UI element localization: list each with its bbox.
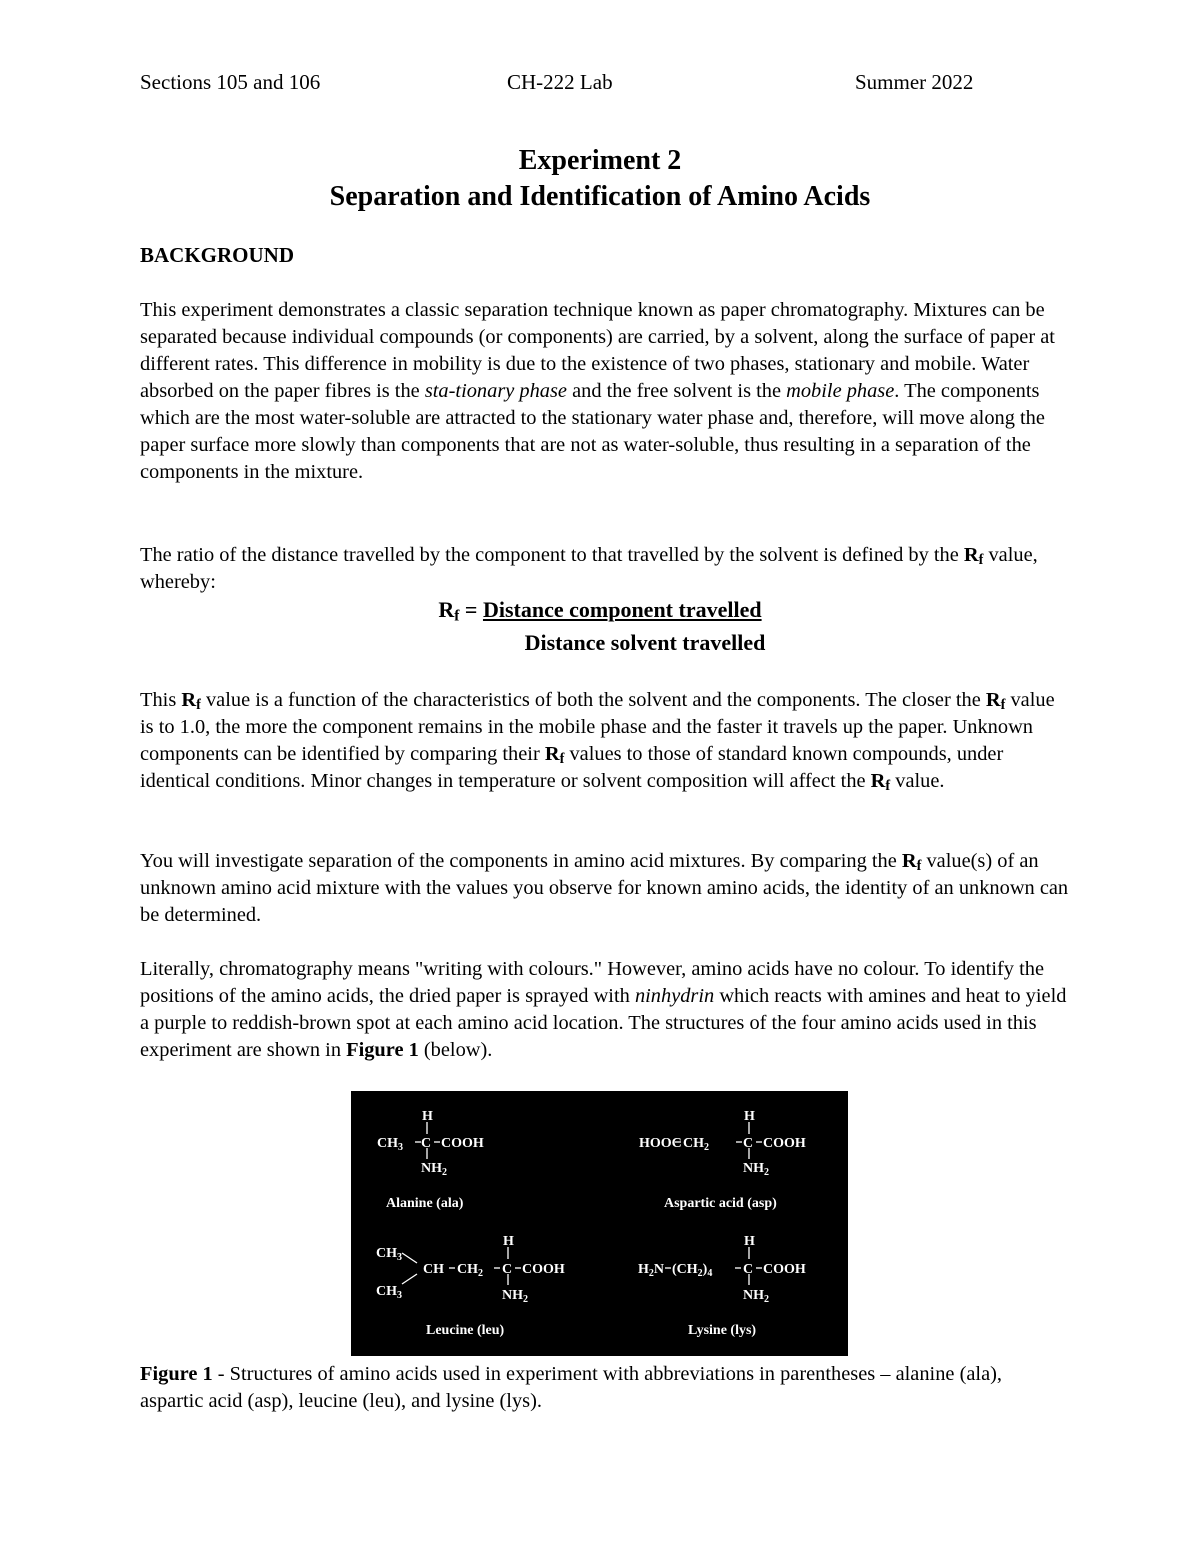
ninhydrin-term: ninhydrin bbox=[634, 985, 715, 1007]
header-center: CH-222 Lab bbox=[507, 70, 613, 94]
p2-text-a: The ratio of the distance travelled by the component to that travelled by the solvent is defined by the bbox=[140, 544, 964, 566]
svg-text:CH3: $CH_3$ bbox=[377, 1136, 403, 1153]
svg-text:CH: CH bbox=[423, 1262, 444, 1277]
svg-text:C: C bbox=[743, 1262, 754, 1277]
figure-reference: Figure 1 bbox=[346, 1039, 419, 1061]
aspartic-acid-label: Aspartic acid (asp) bbox=[664, 1196, 777, 1211]
paragraph-ninhydrin: Literally, chromatography means "writing with colours." However, amino acids have no colour. To identify the positions of the amino acids, the dried paper is sprayed with ninhydrin which reacts with amines and heat to yield a purple to reddish-brown spot at each amino acid location. The structures of the four amino acids used in this experiment are shown in Figure 1 (below). bbox=[140, 958, 1067, 1061]
svg-text:H: H bbox=[744, 1109, 755, 1124]
aspartic-acid-structure bbox=[639, 1109, 806, 1211]
leucine-label: Leucine (leu) bbox=[426, 1323, 505, 1338]
p1-text-c: . The components which are the most water-soluble are attracted to the stationary water phase and, therefore, will move along the paper surface more slowly than components that are not as water-soluble, thus resulting in a separation of the components in the mixture. bbox=[140, 380, 1045, 483]
rf-symbol: $R_f$ bbox=[438, 597, 460, 625]
svg-text:CH2: $CH_2$ bbox=[457, 1262, 483, 1279]
rf-symbol: $R_f$ bbox=[870, 770, 891, 795]
paragraph-rf-characteristics: This $R_f$ value is a function of the characteristics of both the solvent and the components. The closer the $R_f$ value is to 1.0, the more the component remains in the mobile phase and the faster it travels up the paper. Unknown components can be identified by comparing their $R_f$ values to those of standard known compounds, under identical conditions. Minor changes in temperature or solvent composition will affect the $R_f$ value. bbox=[140, 689, 1055, 795]
svg-text:H: H bbox=[503, 1234, 514, 1249]
svg-text:C: C bbox=[743, 1136, 754, 1151]
mobile-phase-term: mobile phase bbox=[786, 380, 895, 402]
amino-acid-structures-figure bbox=[351, 1091, 848, 1356]
svg-text:NH2: $NH_2$ bbox=[743, 1161, 769, 1178]
svg-text:HOOC: HOOC bbox=[639, 1136, 682, 1151]
svg-text:NH2: $NH_2$ bbox=[743, 1288, 769, 1305]
svg-text:CH3: $CH_3$ bbox=[376, 1284, 402, 1301]
svg-text:H: H bbox=[744, 1234, 755, 1249]
svg-text:H: H bbox=[422, 1109, 433, 1124]
rf-symbol: $R_f$ bbox=[963, 544, 984, 569]
svg-text:CH2: $CH_2$ bbox=[683, 1136, 709, 1153]
svg-text:COOH: COOH bbox=[522, 1262, 565, 1277]
svg-text:NH2: $NH_2$ bbox=[502, 1288, 528, 1305]
rf-equation-numerator: $R_f$ = Distance component travelled bbox=[438, 597, 762, 625]
experiment-title: Separation and Identification of Amino Acids bbox=[329, 181, 871, 212]
experiment-number: Experiment 2 bbox=[518, 145, 682, 176]
svg-text:C: C bbox=[421, 1136, 432, 1151]
paragraph-chromatography bbox=[140, 297, 1070, 486]
figure-caption-label: Figure 1 bbox=[140, 1363, 213, 1385]
p1-text-b: and the free solvent is the bbox=[566, 380, 787, 402]
alanine-structure bbox=[377, 1109, 484, 1211]
equation-numerator: Distance component travelled bbox=[482, 597, 762, 622]
svg-text:COOH: COOH bbox=[763, 1136, 806, 1151]
paragraph-investigation: You will investigate separation of the components in amino acid mixtures. By comparing the $R_f$ value(s) of an unknown amino acid mixture with the values you observe for known amino acids, the identity of an unknown can be determined. bbox=[140, 850, 1069, 926]
svg-text:CH3: $CH_3$ bbox=[376, 1246, 402, 1263]
paragraph-rf-definition bbox=[140, 542, 1070, 596]
p2-text-b: value, whereby: bbox=[140, 544, 1038, 593]
alanine-label: Alanine (ala) bbox=[386, 1196, 464, 1211]
rf-symbol: $R_f$ bbox=[544, 743, 565, 768]
rf-symbol: $R_f$ bbox=[181, 689, 201, 714]
figure-caption-text: - Structures of amino acids used in experiment with abbreviations in parentheses – alanine (ala), aspartic acid (asp), leucine (leu), and lysine (lys). bbox=[140, 1363, 1003, 1412]
leucine-structure bbox=[376, 1234, 565, 1338]
svg-text:COOH: COOH bbox=[441, 1136, 484, 1151]
rf-equation-denominator: Distance solvent travelled bbox=[524, 630, 766, 655]
p1-text-a: This experiment demonstrates a classic separation technique known as paper chromatography. Mixtures can be separated because individual compounds (or components) are carried, by a solvent, along the surface of paper at different rates. This difference in mobility is due to the existence of two phases, stationary and mobile. Water absorbed on the paper fibres is the bbox=[140, 299, 1055, 402]
stationary-phase-term: sta-tionary phase bbox=[424, 380, 567, 402]
svg-text:COOH: COOH bbox=[763, 1262, 806, 1277]
svg-text:H2N: $H_2N$ bbox=[638, 1262, 665, 1279]
svg-text:C: C bbox=[502, 1262, 513, 1277]
figure-caption bbox=[140, 1361, 1070, 1415]
rf-symbol: $R_f$ bbox=[901, 850, 922, 875]
header-right: Summer 2022 bbox=[855, 70, 974, 94]
background-heading: BACKGROUND bbox=[140, 243, 295, 267]
svg-text:NH2: $NH_2$ bbox=[421, 1161, 447, 1178]
lysine-structure bbox=[638, 1234, 806, 1338]
header-left: Sections 105 and 106 bbox=[140, 70, 321, 94]
rf-symbol: $R_f$ bbox=[985, 689, 1006, 714]
lysine-label: Lysine (lys) bbox=[688, 1323, 757, 1338]
svg-text:(CH2)4: $(CH_2)_4$ bbox=[672, 1262, 713, 1279]
